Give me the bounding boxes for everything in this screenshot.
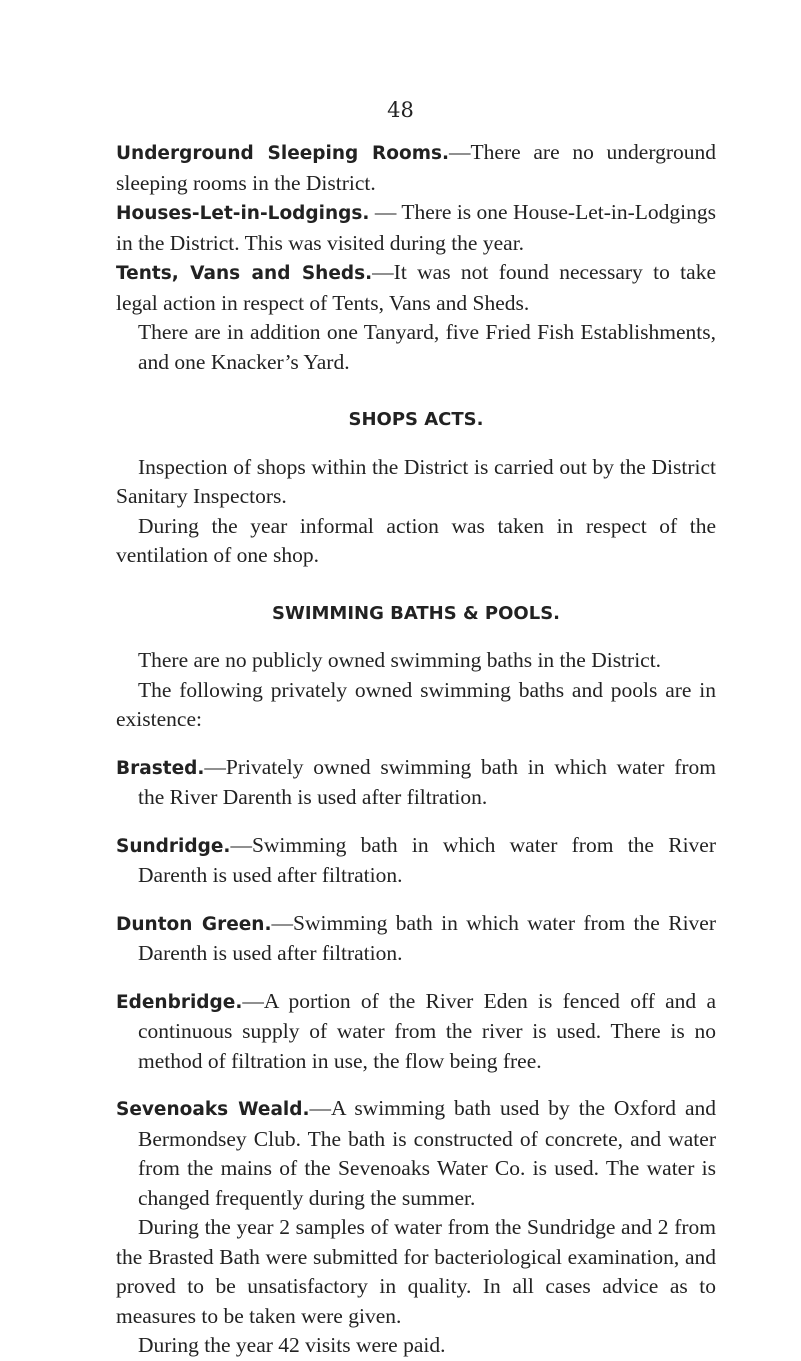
entry-dunton-green [116,909,716,969]
entry-edenbridge [116,987,716,1077]
entry-text: —A portion of the River Eden is fenced off and a continuous supply of water from the river is used. There is no method of filtration in use, the flow being free. [138,988,716,1073]
entry-text: —Swimming bath in which water from the River Darenth is used after filtration. [138,832,716,887]
lead-term: Sevenoaks Weald. [116,1099,310,1120]
page-number: 48 [387,98,414,122]
section-heading-swimming: SWIMMING BATHS & POOLS. [272,602,560,624]
entry-text: —Privately owned swimming bath in which water from the River Darenth is used after filtration. [138,754,716,809]
paragraph-text: —It was not found necessary to take legal action in respect of Tents, Vans and Sheds. [116,260,716,315]
body-text [116,138,716,1361]
lead-term: Dunton Green. [116,913,272,935]
entry-sevenoaks-weald [116,1094,716,1213]
entry-sundridge [116,831,716,891]
paragraph-text: —There are no underground sleeping rooms in the District. [116,140,716,195]
paragraph-tents-vans [116,258,716,318]
lead-term: Brasted. [116,757,205,779]
lead-term: Underground Sleeping Rooms. [116,143,450,164]
lead-term: Edenbridge. [116,991,243,1013]
paragraph-underground-rooms [116,138,716,198]
entry-text: —Swimming bath in which water from the River Darenth is used after filtration. [138,910,716,965]
paragraph-visits: During the year 42 visits were paid. [138,1333,446,1357]
paragraph-shops-inspection: Inspection of shops within the District is carried out by the District Sanitary Inspectors. [116,454,716,508]
paragraph-text: There are in addition one Tanyard, five Fried Fish Establishments, and one Knacker’s Yard. [138,320,716,374]
paragraph-samples: During the year 2 samples of water from the Sundridge and 2 from the Brasted Bath were submitted for bacteriological examination, and proved to be unsatisfactory in quality. In all cases advice as to measures to be taken were given. [116,1215,716,1328]
paragraph-additional-trades [116,318,716,377]
paragraph-text: — There is one House-Let-in-Lodgings in the District. This was visited during the year. [116,200,716,255]
paragraph-shops-action: During the year informal action was taken in respect of the ventilation of one shop. [116,513,716,567]
paragraph-houses-let [116,198,716,258]
lead-term: Tents, Vans and Sheds. [116,263,373,284]
section-heading-shops: SHOPS ACTS. [348,409,484,430]
lead-term: Sundridge. [116,835,231,857]
paragraph-swimming-public: There are no publicly owned swimming baths in the District. [138,648,662,672]
lead-term: Houses-Let-in-Lodgings. [116,203,370,224]
paragraph-swimming-private: The following privately owned swimming baths and pools are in existence: [116,677,716,731]
entry-brasted [116,753,716,813]
entry-text: —A swimming bath used by the Oxford and Bermondsey Club. The bath is constructed of concrete, and water from the mains of the Sevenoaks Water Co. is used. The water is changed frequently during the summer. [138,1096,716,1210]
